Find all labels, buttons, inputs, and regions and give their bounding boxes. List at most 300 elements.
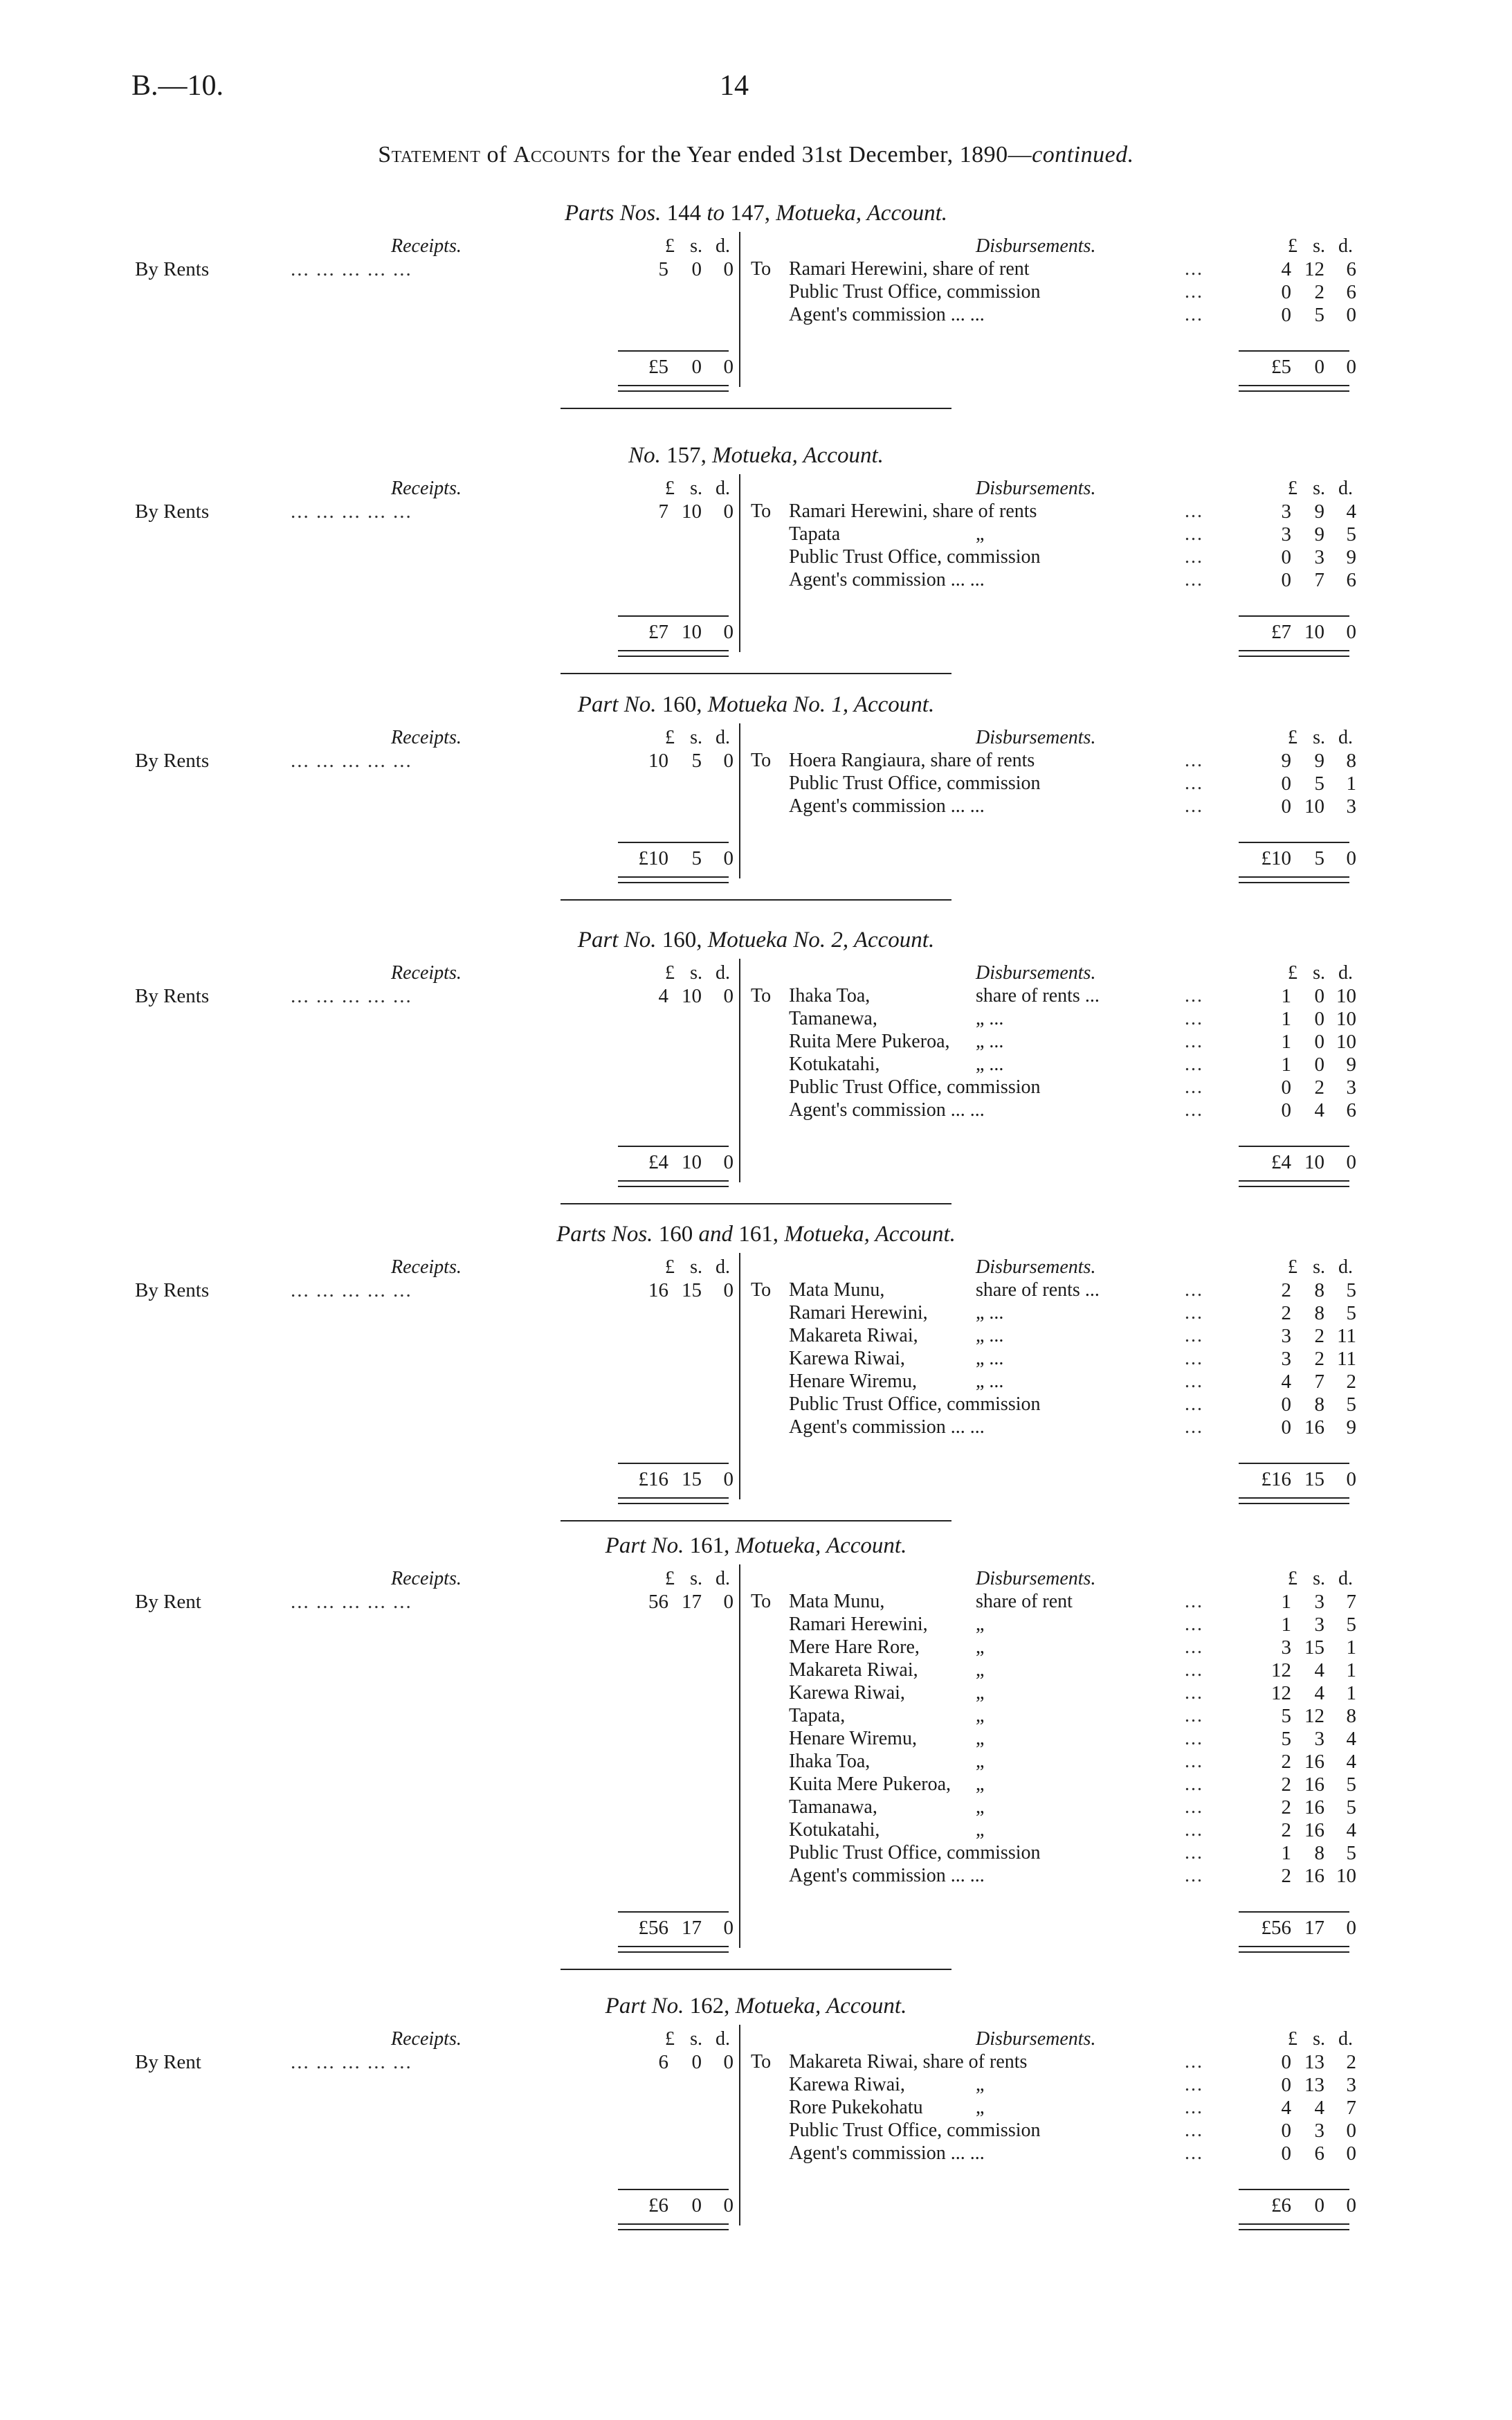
disbursement-amount-pence: 11	[1337, 1348, 1356, 1370]
receipts-total-shillings: 5	[691, 847, 702, 869]
column-divider	[739, 959, 740, 1182]
disbursement-amount	[1253, 1773, 1356, 1796]
disbursement-amount-pence: 6	[1346, 281, 1356, 303]
receipt-amount-shillings: 0	[691, 258, 702, 280]
disbursement-amount-pence: 5	[1346, 1796, 1356, 1818]
disbursement-amount-pounds: 5	[1281, 1728, 1291, 1750]
leader-dots: ... ... ... ... ...	[291, 2051, 412, 2073]
to-prefix: To	[751, 750, 772, 771]
receipts-total	[630, 1917, 734, 1940]
to-prefix: To	[751, 1279, 772, 1301]
leader-dots: ...	[1185, 1031, 1203, 1052]
disbursement-line	[751, 1302, 1003, 1325]
disbursements-heading: Disbursements.	[976, 235, 1096, 257]
share-note: „	[976, 1682, 985, 1704]
leader-dots: ...	[1185, 1842, 1203, 1863]
receipt-amount-pounds: 4	[658, 985, 668, 1007]
receipts-total	[630, 1151, 734, 1174]
sum-rule	[1239, 1146, 1349, 1147]
disbursement-amount	[1253, 1636, 1356, 1659]
disbursements-heading: Disbursements.	[976, 1568, 1096, 1589]
leader-dots: ... ... ... ... ...	[291, 750, 412, 772]
sum-rule	[618, 1911, 729, 1913]
section-title: Part No. 160, Motueka No. 2, Account.	[577, 928, 935, 952]
payee-name: Ruita Mere Pukeroa,	[789, 1031, 950, 1052]
disbursements-heading: Disbursements.	[976, 2028, 1096, 2050]
leader-dots: ...	[1185, 569, 1203, 590]
disbursements-total-pounds: £5	[1271, 356, 1291, 378]
leader-dots: ...	[1185, 795, 1203, 817]
share-note: „	[976, 1819, 985, 1841]
share-note: „ ...	[976, 1348, 1004, 1369]
receipt-label: By Rents	[135, 258, 210, 280]
pence-heading: d.	[1338, 235, 1353, 257]
receipt-amount-pence: 0	[723, 750, 734, 772]
leader-dots: ...	[1185, 2097, 1203, 2118]
disbursements-total-shillings: 17	[1304, 1917, 1324, 1939]
pence-heading: d.	[1338, 962, 1353, 984]
disbursement-line	[751, 1008, 1003, 1031]
disbursement-amount-pounds: 3	[1281, 1325, 1291, 1347]
disbursement-line	[751, 1591, 1073, 1614]
disbursement-amount	[1253, 1591, 1356, 1614]
disbursement-amount-shillings: 9	[1314, 523, 1324, 545]
disbursement-amount-pounds: 0	[1281, 569, 1291, 591]
payee-name: Tapata	[789, 523, 841, 545]
leader-dots: ...	[1185, 1393, 1203, 1415]
disbursement-amount-pence: 5	[1346, 1842, 1356, 1864]
shillings-heading: s.	[690, 1256, 702, 1278]
disbursement-amount-pence: 5	[1346, 1773, 1356, 1796]
disbursement-amount-pounds: 0	[1281, 1416, 1291, 1438]
section-title: Part No. 162, Motueka, Account.	[605, 1994, 907, 2019]
receipt-amount-pence: 0	[723, 1279, 734, 1301]
disbursement-line	[751, 1371, 1003, 1393]
receipts-lsd-header	[633, 1568, 730, 1590]
disbursement-line	[751, 1031, 1003, 1054]
disbursement-amount-pence: 6	[1346, 1099, 1356, 1121]
leader-dots: ...	[1185, 1773, 1203, 1795]
disbursements-lsd-header	[1256, 1568, 1353, 1590]
pound-heading: £	[1288, 235, 1297, 257]
payee-name: Agent's commission ... ...	[789, 569, 985, 590]
shillings-heading: s.	[690, 962, 702, 984]
receipts-total-shillings: 0	[691, 356, 702, 378]
disbursement-amount	[1253, 773, 1356, 795]
disbursement-amount-pence: 10	[1336, 1031, 1356, 1053]
receipt-amount	[630, 2051, 734, 2074]
disbursement-amount	[1253, 1031, 1356, 1054]
disbursement-amount-shillings: 0	[1314, 1008, 1324, 1030]
receipts-heading: Receipts.	[391, 2028, 462, 2050]
payee-name: Agent's commission ... ...	[789, 795, 985, 817]
receipt-amount-shillings: 10	[682, 985, 702, 1007]
share-note: „ ...	[976, 1008, 1004, 1029]
disbursement-line	[751, 304, 985, 327]
disbursements-total-pence: 0	[1346, 1917, 1356, 1939]
disbursement-amount	[1253, 500, 1356, 523]
leader-dots: ... ... ... ... ...	[291, 258, 412, 280]
to-prefix: To	[751, 500, 772, 522]
payee-name: Agent's commission ... ...	[789, 1865, 985, 1886]
disbursements-heading: Disbursements.	[976, 1256, 1096, 1278]
receipts-total-pounds: £6	[648, 2194, 668, 2216]
disbursement-amount-pounds: 2	[1281, 1751, 1291, 1773]
shillings-heading: s.	[1313, 962, 1325, 984]
disbursements-lsd-header	[1256, 727, 1353, 749]
disbursements-heading: Disbursements.	[976, 478, 1096, 499]
disbursement-line	[751, 985, 1100, 1008]
share-note: „ ...	[976, 1371, 1004, 1392]
disbursement-amount-shillings: 8	[1314, 1842, 1324, 1864]
payee-name: Tapata,	[789, 1705, 846, 1726]
pound-heading: £	[665, 727, 675, 748]
disbursement-amount-shillings: 3	[1314, 1591, 1324, 1613]
payee-name: Kuita Mere Pukeroa,	[789, 1773, 951, 1795]
payee-name: Mata Munu,	[789, 1279, 885, 1301]
receipts-total	[630, 621, 734, 644]
receipts-lsd-header	[633, 1256, 730, 1279]
sum-rule	[618, 2189, 729, 2190]
disbursement-amount-pence: 5	[1346, 1393, 1356, 1416]
disbursements-total	[1253, 1917, 1356, 1940]
leader-dots: ... ... ... ... ...	[291, 985, 412, 1007]
payee-name: Hoera Rangiaura, share of rents	[789, 750, 1035, 771]
disbursement-amount-pounds: 1	[1281, 1031, 1291, 1053]
section-separator	[561, 1969, 951, 1970]
disbursement-amount-pounds: 3	[1281, 1636, 1291, 1659]
disbursement-amount-pence: 2	[1346, 1371, 1356, 1393]
share-note: „	[976, 1705, 985, 1726]
payee-name: Public Trust Office, commission	[789, 1393, 1041, 1415]
payee-name: Mere Hare Rore,	[789, 1636, 920, 1658]
receipts-total-shillings: 0	[691, 2194, 702, 2216]
disbursements-total-shillings: 0	[1314, 356, 1324, 378]
receipts-total	[630, 356, 734, 379]
pound-heading: £	[665, 2028, 675, 2050]
leader-dots: ... ... ... ... ...	[291, 1591, 412, 1613]
pound-heading: £	[1288, 962, 1297, 984]
disbursement-line	[751, 1416, 985, 1439]
leader-dots: ...	[1185, 1416, 1203, 1438]
disbursements-heading: Disbursements.	[976, 727, 1096, 748]
disbursement-amount	[1253, 1705, 1356, 1728]
disbursement-amount-shillings: 13	[1304, 2051, 1324, 2073]
disbursement-line	[751, 1728, 984, 1751]
disbursement-amount-pounds: 1	[1281, 1591, 1291, 1613]
disbursements-total-pence: 0	[1346, 621, 1356, 643]
disbursement-amount-pence: 0	[1346, 2120, 1356, 2142]
disbursements-total-shillings: 10	[1304, 1151, 1324, 1173]
disbursement-amount-shillings: 0	[1314, 985, 1324, 1007]
disbursement-amount	[1253, 1348, 1356, 1371]
total-double-rule	[1239, 1946, 1349, 1953]
receipt-amount	[630, 500, 734, 523]
pence-heading: d.	[716, 1256, 730, 1278]
receipts-heading: Receipts.	[391, 727, 462, 748]
disbursement-amount	[1253, 1682, 1356, 1705]
disbursement-amount-shillings: 4	[1314, 1659, 1324, 1681]
disbursement-amount-pounds: 4	[1281, 258, 1291, 280]
leader-dots: ...	[1185, 304, 1203, 325]
share-note: „	[976, 1659, 985, 1681]
receipt-amount-pounds: 10	[648, 750, 668, 772]
total-double-rule	[1239, 1497, 1349, 1504]
section-title: No. 157, Motueka, Account.	[628, 443, 884, 468]
disbursement-line	[751, 1682, 984, 1705]
shillings-heading: s.	[1313, 1256, 1325, 1278]
to-prefix: To	[751, 2051, 772, 2073]
disbursement-amount	[1253, 1865, 1356, 1888]
disbursements-total-pounds: £4	[1271, 1151, 1291, 1173]
leader-dots: ...	[1185, 1705, 1203, 1726]
disbursement-amount-shillings: 13	[1304, 2074, 1324, 2096]
pound-heading: £	[1288, 2028, 1297, 2050]
disbursement-amount-pounds: 2	[1281, 1796, 1291, 1818]
sum-rule	[618, 615, 729, 617]
pound-heading: £	[1288, 727, 1297, 748]
receipt-amount-shillings: 17	[682, 1591, 702, 1613]
leader-dots: ...	[1185, 773, 1203, 794]
receipts-lsd-header	[633, 478, 730, 500]
disbursement-line	[751, 1796, 984, 1819]
disbursement-amount-pounds: 1	[1281, 985, 1291, 1007]
receipts-total-pounds: £7	[648, 621, 668, 643]
disbursement-amount-pounds: 0	[1281, 1076, 1291, 1099]
leader-dots: ... ... ... ... ...	[291, 500, 412, 523]
disbursement-amount-shillings: 9	[1314, 500, 1324, 523]
sum-rule	[1239, 2189, 1349, 2190]
disbursement-amount	[1253, 985, 1356, 1008]
column-divider	[739, 1564, 740, 1948]
pence-heading: d.	[1338, 478, 1353, 499]
disbursement-line	[751, 1348, 1003, 1371]
disbursement-amount-pence: 10	[1336, 985, 1356, 1007]
disbursement-amount-pounds: 12	[1271, 1682, 1291, 1704]
disbursements-total-pounds: £7	[1271, 621, 1291, 643]
disbursement-amount-shillings: 9	[1314, 750, 1324, 772]
disbursement-line	[751, 1819, 984, 1842]
page-number: 14	[720, 70, 749, 102]
receipts-total-pence: 0	[723, 1468, 734, 1490]
receipts-total-pence: 0	[723, 356, 734, 378]
payee-name: Mata Munu,	[789, 1591, 885, 1612]
disbursement-line	[751, 1614, 984, 1636]
receipts-lsd-header	[633, 962, 730, 984]
leader-dots: ...	[1185, 1819, 1203, 1841]
disbursement-amount-pence: 1	[1346, 1636, 1356, 1659]
disbursement-amount-pounds: 0	[1281, 2142, 1291, 2165]
receipt-amount-shillings: 15	[682, 1279, 702, 1301]
receipt-amount	[630, 750, 734, 773]
payee-name: Public Trust Office, commission	[789, 281, 1041, 302]
leader-dots: ...	[1185, 1076, 1203, 1098]
disbursement-line	[751, 2142, 985, 2165]
leader-dots: ...	[1185, 1348, 1203, 1369]
receipts-total-pounds: £56	[638, 1917, 668, 1939]
disbursement-amount-pounds: 4	[1281, 1371, 1291, 1393]
pound-heading: £	[1288, 478, 1297, 499]
receipt-amount-pounds: 16	[648, 1279, 668, 1301]
disbursement-amount-pence: 5	[1346, 1279, 1356, 1301]
sum-rule	[1239, 842, 1349, 843]
pence-heading: d.	[1338, 1256, 1353, 1278]
shillings-heading: s.	[1313, 478, 1325, 499]
disbursement-amount-pence: 0	[1346, 304, 1356, 326]
receipts-total-pounds: £5	[648, 356, 668, 378]
disbursement-line	[751, 2097, 984, 2120]
disbursement-line	[751, 1842, 1041, 1865]
disbursement-amount	[1253, 258, 1356, 281]
disbursement-amount	[1253, 1302, 1356, 1325]
leader-dots: ...	[1185, 1279, 1203, 1301]
receipts-total-pence: 0	[723, 2194, 734, 2216]
share-note: „ ...	[976, 1054, 1004, 1075]
disbursement-amount-shillings: 8	[1314, 1393, 1324, 1416]
disbursement-amount-pounds: 1	[1281, 1054, 1291, 1076]
disbursement-amount-shillings: 6	[1314, 2142, 1324, 2165]
disbursement-amount-shillings: 16	[1304, 1416, 1324, 1438]
section-title: Part No. 160, Motueka No. 1, Account.	[577, 692, 935, 717]
sum-rule	[1239, 1911, 1349, 1913]
disbursements-total-shillings: 0	[1314, 2194, 1324, 2216]
receipts-total	[630, 1468, 734, 1491]
disbursements-total-pounds: £6	[1271, 2194, 1291, 2216]
disbursement-amount	[1253, 1325, 1356, 1348]
receipt-amount-pounds: 6	[658, 2051, 668, 2073]
share-note: „ ...	[976, 1302, 1004, 1324]
disbursement-amount-shillings: 3	[1314, 1728, 1324, 1750]
disbursement-line	[751, 258, 1030, 281]
column-divider	[739, 723, 740, 878]
disbursement-amount-pounds: 0	[1281, 2074, 1291, 2096]
disbursement-line	[751, 1865, 985, 1888]
leader-dots: ...	[1185, 1865, 1203, 1886]
total-double-rule	[618, 1180, 729, 1187]
share-note: „	[976, 1773, 985, 1795]
share-note: share of rents ...	[976, 985, 1100, 1006]
payee-name: Ihaka Toa,	[789, 985, 871, 1006]
disbursement-amount-shillings: 3	[1314, 546, 1324, 568]
disbursement-amount-pence: 3	[1346, 795, 1356, 818]
receipts-heading: Receipts.	[391, 478, 462, 499]
disbursement-amount	[1253, 795, 1356, 818]
leader-dots: ...	[1185, 1099, 1203, 1121]
disbursement-amount-pence: 3	[1346, 1076, 1356, 1099]
disbursement-amount-pence: 5	[1346, 1302, 1356, 1324]
disbursement-amount-pence: 10	[1336, 1008, 1356, 1030]
share-note: „	[976, 2097, 985, 2118]
pence-heading: d.	[716, 478, 730, 499]
disbursement-amount-pence: 9	[1346, 1416, 1356, 1438]
disbursement-amount-pence: 6	[1346, 569, 1356, 591]
receipt-amount-pence: 0	[723, 500, 734, 523]
total-double-rule	[1239, 650, 1349, 657]
share-note: share of rents ...	[976, 1279, 1100, 1301]
disbursement-line	[751, 1393, 1041, 1416]
disbursement-amount-pounds: 0	[1281, 795, 1291, 818]
disbursements-total	[1253, 621, 1356, 644]
disbursement-amount-pence: 1	[1346, 1682, 1356, 1704]
column-divider	[739, 474, 740, 652]
payee-name: Makareta Riwai, share of rents	[789, 2051, 1028, 2073]
section-title: Parts Nos. 144 to 147, Motueka, Account.	[564, 201, 948, 226]
payee-name: Agent's commission ... ...	[789, 1416, 985, 1438]
leader-dots: ...	[1185, 523, 1203, 545]
leader-dots: ...	[1185, 1614, 1203, 1635]
disbursements-heading: Disbursements.	[976, 962, 1096, 984]
disbursement-amount-pounds: 0	[1281, 281, 1291, 303]
disbursement-line	[751, 1325, 1003, 1348]
pence-heading: d.	[1338, 727, 1353, 748]
payee-name: Tamanewa,	[789, 1008, 877, 1029]
leader-dots: ...	[1185, 2051, 1203, 2073]
leader-dots: ...	[1185, 1371, 1203, 1392]
total-double-rule	[1239, 876, 1349, 883]
disbursement-amount-pounds: 1	[1281, 1008, 1291, 1030]
disbursement-amount	[1253, 1371, 1356, 1393]
leader-dots: ...	[1185, 1659, 1203, 1681]
receipt-label: By Rent	[135, 1591, 201, 1613]
share-note: „	[976, 1751, 985, 1772]
section-separator	[561, 1520, 951, 1521]
disbursement-amount-shillings: 12	[1304, 258, 1324, 280]
disbursement-line	[751, 523, 984, 546]
payee-name: Public Trust Office, commission	[789, 773, 1041, 794]
sum-rule	[1239, 1463, 1349, 1464]
disbursement-amount	[1253, 1819, 1356, 1842]
leader-dots: ... ... ... ... ...	[291, 1279, 412, 1301]
disbursement-amount-shillings: 3	[1314, 2120, 1324, 2142]
sum-rule	[618, 842, 729, 843]
receipt-amount-pounds: 56	[648, 1591, 668, 1613]
shillings-heading: s.	[690, 1568, 702, 1589]
payee-name: Karewa Riwai,	[789, 1682, 905, 1704]
disbursement-amount	[1253, 1416, 1356, 1439]
payee-name: Henare Wiremu,	[789, 1371, 917, 1392]
payee-name: Agent's commission ... ...	[789, 1099, 985, 1121]
disbursement-amount-shillings: 3	[1314, 1614, 1324, 1636]
leader-dots: ...	[1185, 281, 1203, 302]
shillings-heading: s.	[690, 2028, 702, 2050]
leader-dots: ...	[1185, 1751, 1203, 1772]
disbursements-total-pounds: £56	[1261, 1917, 1291, 1939]
disbursement-amount-pence: 10	[1336, 1865, 1356, 1887]
page-title: Statement of Accounts for the Year ended 31st December, 1890—continued.	[378, 142, 1134, 168]
total-double-rule	[618, 385, 729, 392]
disbursement-amount-shillings: 15	[1304, 1636, 1324, 1659]
leader-dots: ...	[1185, 1008, 1203, 1029]
disbursement-amount	[1253, 569, 1356, 592]
disbursement-amount-pounds: 0	[1281, 304, 1291, 326]
shillings-heading: s.	[1313, 727, 1325, 748]
leader-dots: ...	[1185, 750, 1203, 771]
leader-dots: ...	[1185, 546, 1203, 568]
disbursement-amount-pounds: 2	[1281, 1865, 1291, 1887]
disbursement-amount-shillings: 10	[1304, 795, 1324, 818]
receipts-total-shillings: 10	[682, 621, 702, 643]
pence-heading: d.	[716, 2028, 730, 2050]
payee-name: Ramari Herewini, share of rents	[789, 500, 1037, 522]
shillings-heading: s.	[1313, 235, 1325, 257]
document-code: B.—10.	[131, 70, 224, 102]
disbursement-amount	[1253, 1076, 1356, 1099]
receipt-amount-pence: 0	[723, 1591, 734, 1613]
disbursement-line	[751, 773, 1041, 795]
disbursement-amount-pounds: 0	[1281, 2051, 1291, 2073]
receipt-label: By Rents	[135, 985, 210, 1007]
section-separator	[561, 673, 951, 674]
